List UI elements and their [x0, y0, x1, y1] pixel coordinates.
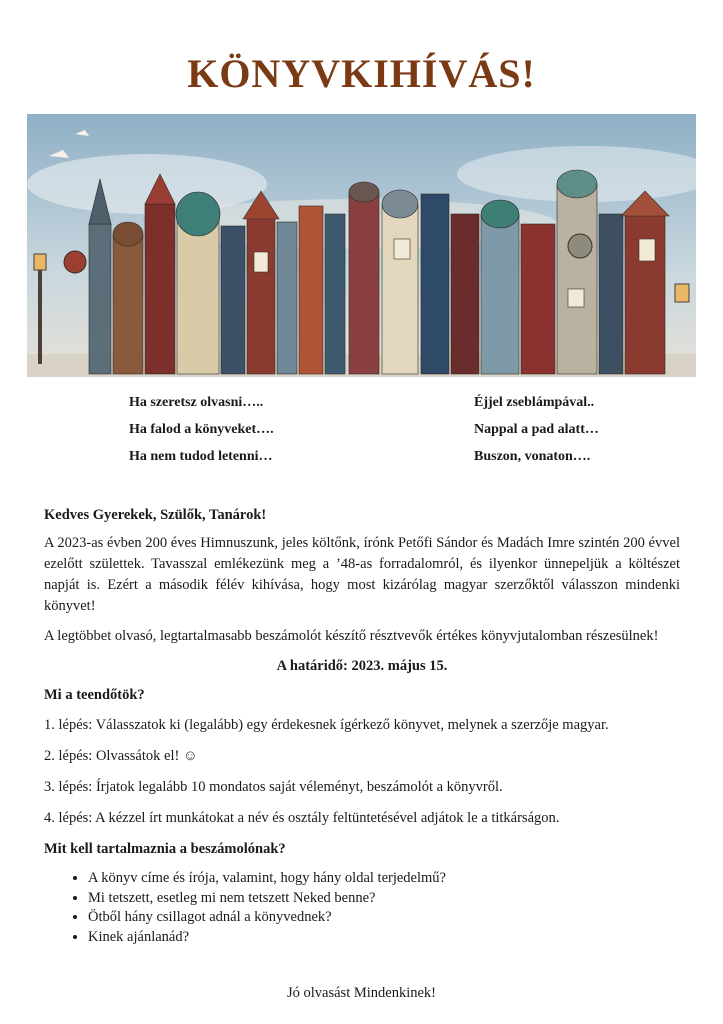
letter-body	[44, 505, 680, 947]
report-heading: Mit kell tartalmaznia a beszámolónak?	[44, 841, 286, 857]
intro-line: Buszon, vonaton….	[474, 449, 591, 464]
step-item: 1. lépés: Válasszatok ki (legalább) egy érdekesnek ígérkező könyvet, melynek a szerzője magyar.	[44, 717, 609, 733]
paragraph-1: A 2023-as évben 200 éves Himnuszunk, jeles költőnk, írónk Petőfi Sándor és Madách Imre szintén 200 évvel ezelőtt születtek. Tavasszal emlékezünk meg a ’48-as forradalomról, és ilyenkor ünnepeljük a költészet napját is. Ezért a második félév kihívása, hogy most kizárólag magyar szerzőktől válasszon mindenki könyvet!	[44, 535, 680, 614]
closing-line: Jó olvasást Mindenkinek!	[286, 985, 436, 1001]
greeting: Kedves Gyerekek, Szülők, Tanárok!	[44, 507, 267, 523]
intro-line: Ha szeretsz olvasni…..	[129, 395, 264, 410]
book-city-illustration	[27, 114, 696, 377]
intro-line: Ha nem tudod letenni…	[129, 449, 273, 464]
list-item: • A könyv címe és írója, valamint, hogy hány oldal terjedelmű?	[88, 869, 680, 889]
deadline: A határidő: 2023. május 15.	[276, 658, 448, 674]
list-item: • Mi tetszett, esetleg mi nem tetszett Neked benne?	[88, 889, 680, 909]
intro-line: Ha falod a könyveket….	[129, 422, 274, 437]
intro-right-column	[474, 394, 599, 475]
page-title: KÖNYVKIHÍVÁS!	[187, 51, 536, 96]
list-item: • Ötből hány csillagot adnál a könyvednek?	[88, 908, 680, 928]
step-item: 2. lépés: Olvassátok el! ☺	[44, 748, 198, 764]
todo-heading: Mi a teendőtök?	[44, 687, 145, 703]
intro-line: Nappal a pad alatt…	[474, 422, 599, 437]
step-item: 3. lépés: Írjatok legalább 10 mondatos saját véleményt, beszámolót a könyvről.	[44, 779, 503, 795]
report-requirements-list	[44, 869, 680, 947]
intro-left-column	[129, 394, 274, 475]
list-item: • Kinek ajánlanád?	[88, 928, 680, 948]
paragraph-2: A legtöbbet olvasó, legtartalmasabb beszámolót készítő résztvevők értékes könyvjutalomban részesülnek!	[44, 628, 659, 644]
step-item: 4. lépés: A kézzel írt munkátokat a név és osztály feltüntetésével adjátok le a titkárságon.	[44, 810, 560, 826]
intro-line: Éjjel zseblámpával..	[474, 395, 595, 410]
